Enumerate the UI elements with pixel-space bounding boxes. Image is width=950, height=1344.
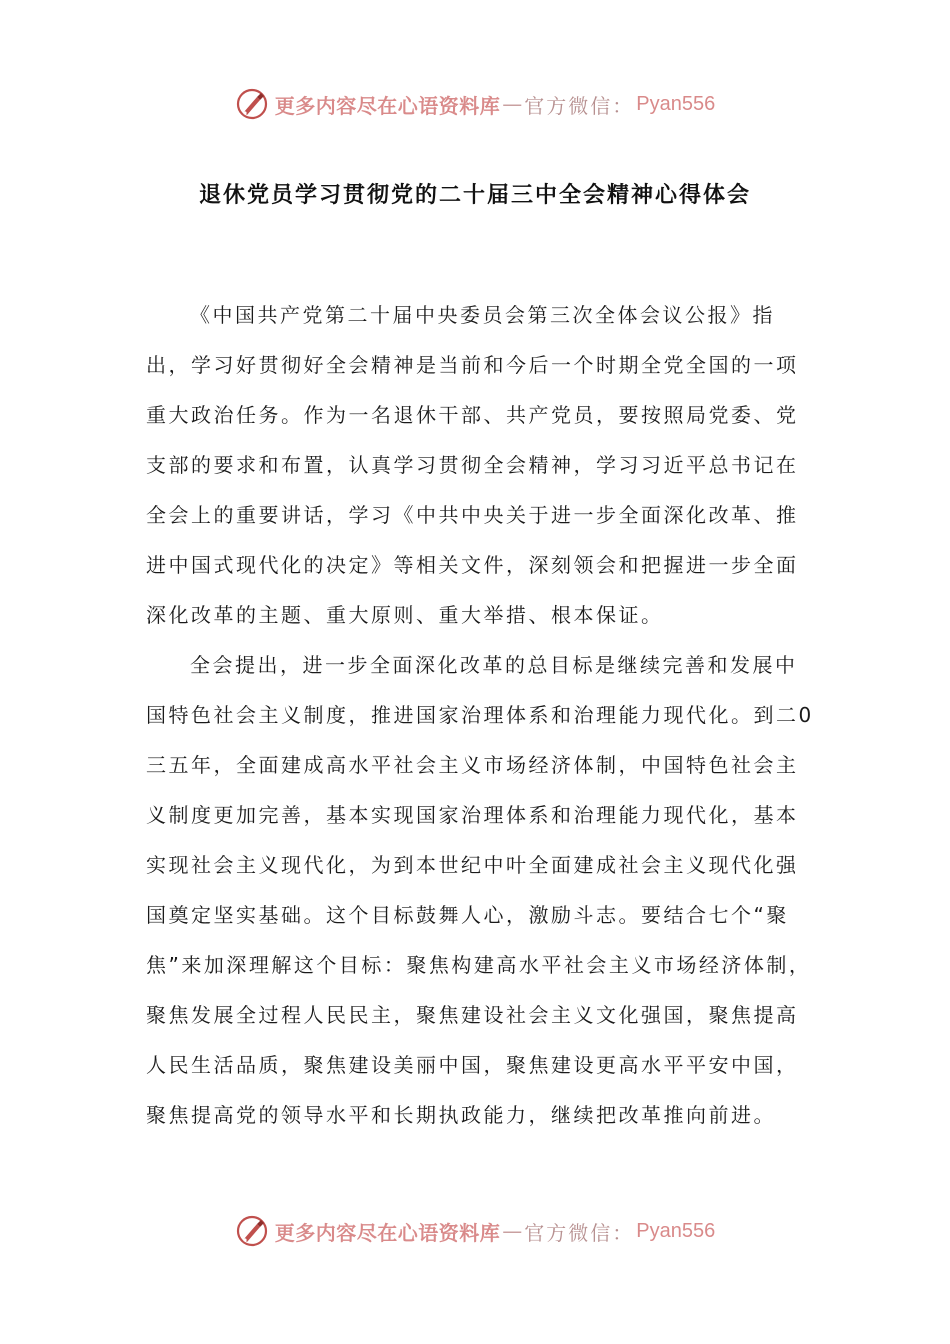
watermark-text: 更多内容尽在心语资料库 xyxy=(274,93,501,118)
header-watermark xyxy=(0,84,950,124)
watermark-dash: — xyxy=(502,1219,523,1243)
pen-logo-icon xyxy=(235,1214,269,1248)
watermark-dash: — xyxy=(502,92,523,116)
watermark-wechat-label: 官方微信： xyxy=(524,1220,635,1245)
paragraph-1: 《中国共产党第二十届中央委员会第三次全体会议公报》指出，学习好贯彻好全会精神是当前和今后一个时期全党全国的一项重大政治任务。作为一名退休干部、共产党员，要按照局党委、党支部的要求和布置，认真学习贯彻全会精神，学习习近平总书记在全会上的重要讲话，学习《中共中央关于进一步全面深化改革、推进中国式现代化的决定》等相关文件，深刻领会和把握进一步全面深化改革的主题、重大原则、重大举措、根本保证。 xyxy=(146,303,799,627)
watermark-text: 更多内容尽在心语资料库 xyxy=(274,1220,501,1245)
paragraph-2: 全会提出，进一步全面深化改革的总目标是继续完善和发展中国特色社会主义制度，推进国家治理体系和治理能力现代化。到二0三五年，全面建成高水平社会主义市场经济体制，中国特色社会主义制度更加完善，基本实现国家治理体系和治理能力现代化，基本实现社会主义现代化，为到本世纪中叶全面建成社会主义现代化强国奠定坚实基础。这个目标鼓舞人心，激励斗志。要结合七个“聚焦”来加深理解这个目标：聚焦构建高水平社会主义市场经济体制，聚焦发展全过程人民民主，聚焦建设社会主义文化强国，聚焦提高人民生活品质，聚焦建设美丽中国，聚焦建设更高水平平安中国，聚焦提高党的领导水平和长期执政能力，继续把改革推向前进。 xyxy=(146,653,814,1127)
watermark-wechat-id: Pyan556 xyxy=(636,1219,716,1242)
document-body xyxy=(146,290,818,1140)
watermark-wechat-label: 官方微信： xyxy=(524,93,635,118)
pen-logo-icon xyxy=(235,87,269,121)
watermark-wechat-id: Pyan556 xyxy=(636,92,716,115)
document-title: 退休党员学习贯彻党的二十届三中全会精神心得体会 xyxy=(198,183,751,208)
footer-watermark xyxy=(0,1211,950,1251)
